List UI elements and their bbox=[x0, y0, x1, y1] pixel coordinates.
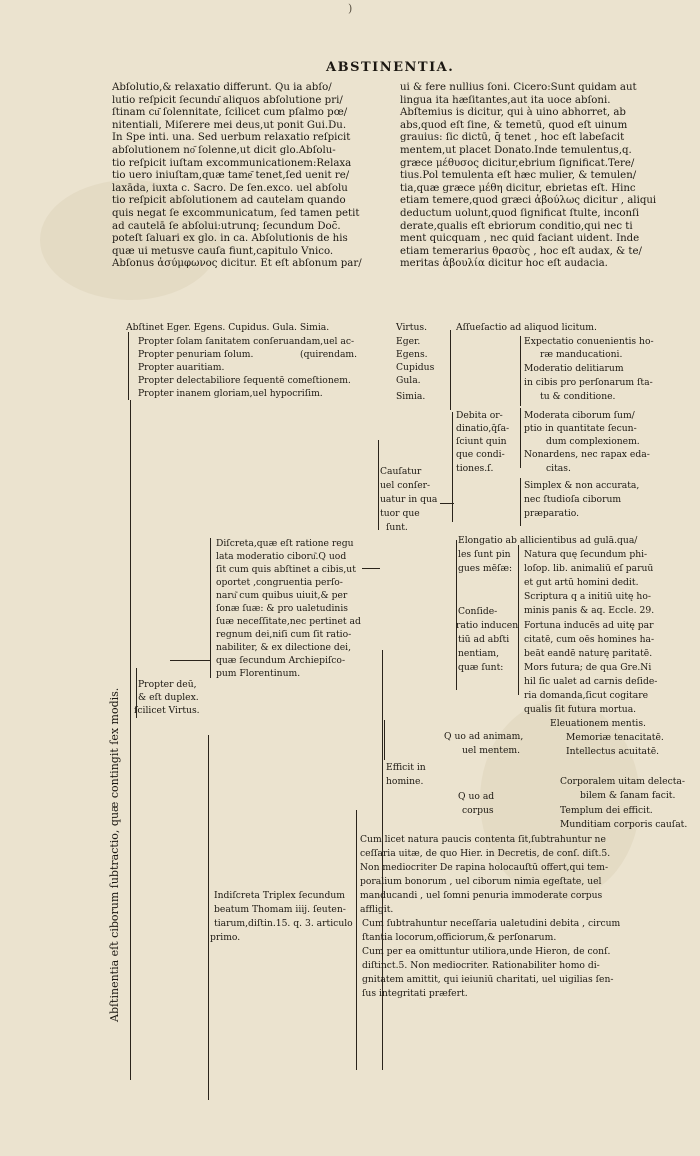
diagram-text: uel mentem. bbox=[462, 745, 521, 756]
text-line: etiam temerarius θρασὺς , hoc eſt audax, & te/ bbox=[400, 245, 642, 257]
diagram-text: Abſtinet Eger. Egens. Cupidus. Gula. Simia. bbox=[126, 322, 330, 333]
diagram-text: tiū ad abſti bbox=[458, 634, 510, 645]
diagram-text: tuor que bbox=[380, 508, 420, 519]
diagram-text: diſtinct.5. Non mediocriter. Rationabiliter homo di- bbox=[362, 960, 600, 971]
diagram-text: Elongatio ab allicientibus ad gulā.qua/ bbox=[458, 535, 638, 546]
diagram-text: minis panis & aq. Eccle. 29. bbox=[524, 605, 655, 616]
diagram-text: nabiliter, & ex dilectione dei, bbox=[216, 642, 352, 653]
diagram-text: et gut artū homini dedit. bbox=[524, 577, 639, 588]
brace-line bbox=[210, 538, 211, 678]
brace-line bbox=[384, 720, 385, 760]
text-line: tio reſpicit abſolutionem ad cautelam quando bbox=[112, 195, 346, 207]
brace-line bbox=[208, 735, 209, 1100]
diagram-text: citas. bbox=[546, 463, 571, 474]
diagram-text: Cum per ea omittuntur utiliora,unde Hieron, de conſ. bbox=[362, 946, 611, 957]
diagram-text: Corporalem uitam delecta- bbox=[560, 776, 686, 787]
text-line: meritas ἀβουλία dicitur hoc eſt audacia. bbox=[400, 258, 608, 270]
brace-line bbox=[128, 332, 129, 400]
text-line: tio uero iniuſtam,quæ tame͂ tenet,ſed uenit re/ bbox=[112, 170, 350, 182]
diagram-text: Propter ſolam ſanitatem conſeruandam,uel ac- bbox=[138, 336, 355, 347]
brace-line bbox=[520, 336, 521, 406]
diagram-text: ſciunt quin bbox=[456, 436, 507, 447]
brace-line bbox=[520, 478, 521, 526]
diagram-text: Cum ſubtrahuntur neceſſaria ualetudini debita , circum bbox=[362, 918, 621, 929]
text-line: ad cautelā ſe abſolui:utrunq; ſecundum Doc̄. bbox=[112, 220, 341, 232]
vertical-tree-title: Abſtinentia eſt ciborum ſubtractio, quæ contingit ſex modis. bbox=[108, 687, 121, 1022]
diagram-text: primo. bbox=[210, 932, 241, 943]
text-line: grauius: ſic dictū, q̄ tenet , hoc eſt labeſacit bbox=[400, 132, 625, 144]
diagram-text: gnitatem amittit, qui ieiuniū charitati, uel uigilias ſen- bbox=[362, 974, 614, 985]
right-column bbox=[400, 82, 656, 271]
text-line: nitentiali, Miſerere mei deus,ut ponit Gui.Du. bbox=[112, 119, 347, 131]
diagram-text: Virtus. bbox=[396, 322, 428, 333]
text-line: mentem,ut placet Donato.Inde temulentus,q. bbox=[400, 144, 632, 156]
diagram-text: ceſſaria uitæ, de quo Hier. in Decretis, de conſ. diſt.5. bbox=[360, 848, 611, 859]
diagram-text: Propter auaritiam. bbox=[138, 362, 225, 373]
running-head: ABSTINENTIA. bbox=[326, 60, 455, 75]
diagram-text: & eſt duplex. bbox=[138, 692, 199, 703]
diagram-text: loſop. lib. animaliū eſ paruū bbox=[524, 563, 654, 574]
diagram-text: ſus integritati præfert. bbox=[362, 988, 468, 999]
diagram-text: uatur in qua bbox=[380, 494, 438, 505]
text-line: abſolutionem no͂ ſolenne,ut dicit glo.Abſolu- bbox=[112, 144, 336, 156]
diagram-text: Q uo ad animam, bbox=[444, 731, 524, 742]
text-line: ſtinam cu͂ ſolennitate, ſcilicet cum pſalmo pœ/ bbox=[112, 107, 348, 119]
text-line: tio reſpicit iuſtam excommunicationem:Relaxa bbox=[112, 157, 352, 169]
text-line: abs,quod eſt ſine, & temetū, quod eſt uinum bbox=[400, 119, 628, 131]
text-line: lutio reſpicit ſecundu͂ aliquos abſolutione pri/ bbox=[112, 94, 343, 106]
diagram-text: ratio inducen bbox=[456, 620, 519, 631]
diagram-text: Indiſcreta Triplex ſecundum bbox=[214, 890, 345, 901]
diagram-text: manducandi , uel ſomni penuria immoderate corpus bbox=[360, 890, 603, 901]
diagram-text: Propter penuriam ſolum. bbox=[138, 349, 254, 360]
diagram-text: ſit cum quis abſtinet a cibis,ut bbox=[216, 564, 356, 575]
page-number: ) bbox=[348, 2, 353, 15]
diagram-text: que condi- bbox=[456, 449, 505, 460]
diagram-text: Eger. bbox=[396, 336, 421, 347]
text-line: Abſolutio,& relaxatio differunt. Qu ia abſo/ bbox=[112, 82, 332, 93]
diagram-text: Propter delectabiliore ſequentē comeſtionem. bbox=[138, 375, 351, 386]
diagram-text: hil ſic ualet ad carnis deſide- bbox=[524, 676, 658, 687]
diagram-text: ſunt. bbox=[386, 522, 408, 533]
diagram-text: in cibis pro perſonarum ſta- bbox=[524, 377, 653, 388]
text-line: ui & fere nullius ſoni. Cicero:Sunt quidam aut bbox=[400, 82, 637, 93]
text-line: lingua ita hæſitantes,aut ita uoce abſoni. bbox=[400, 94, 611, 106]
diagram-text: beāt eandē naturę paritatē. bbox=[524, 648, 653, 659]
diagram-text: tiarum,diſtin.15. q. 3. articulo bbox=[214, 918, 353, 929]
left-column bbox=[112, 82, 362, 271]
brace-line bbox=[518, 545, 519, 695]
diagram-text: beatum Thomam iiij. ſeuten- bbox=[214, 904, 346, 915]
diagram-text: præparatio. bbox=[524, 508, 580, 519]
diagram-text: dum complexionem. bbox=[546, 436, 640, 447]
diagram-text: Memoriæ tenacitatē. bbox=[566, 732, 664, 743]
diagram-text: ſcilicet Virtus. bbox=[134, 705, 200, 716]
text-line: ment quicquam , nec quid faciant uident. Inde bbox=[400, 233, 640, 245]
brace-line bbox=[456, 540, 457, 690]
diagram-text: Eleuationem mentis. bbox=[550, 718, 646, 729]
diagram-text: Debita or- bbox=[456, 410, 503, 421]
diagram-text: nentiam, bbox=[458, 648, 500, 659]
diagram-text: Cauſatur bbox=[380, 466, 422, 477]
brace-line bbox=[378, 440, 379, 530]
diagram-text: Diſcreta,quæ eſt ratione regu bbox=[216, 538, 354, 549]
diagram-text: (quirendam. bbox=[300, 349, 358, 360]
diagram-text: citatē, cum oēs homines ha- bbox=[524, 634, 655, 645]
diagram-text: uel conſer- bbox=[380, 480, 431, 491]
text-line: In Spe inti. una. Sed uerbum relaxatio reſpicit bbox=[112, 132, 351, 144]
diagram-text: Simia. bbox=[396, 391, 426, 402]
diagram-text: ſuæ neceſſitate,nec pertinet ad bbox=[216, 616, 361, 627]
diagram-text: Fortuna inducēs ad uitę par bbox=[524, 620, 654, 631]
diagram-text: pum Florentinum. bbox=[216, 668, 301, 679]
connector-dash bbox=[440, 503, 454, 504]
diagram-text: nec ſtudioſa ciborum bbox=[524, 494, 622, 505]
text-line: tius.Pol temulenta eſt hæc mulier, & temulen/ bbox=[400, 170, 637, 182]
diagram-text: ſonæ ſuæ: & pro ualetudinis bbox=[216, 603, 348, 614]
diagram-text: Cupidus bbox=[396, 362, 435, 373]
diagram-text: corpus bbox=[462, 805, 494, 816]
diagram-text: Non mediocriter De rapina holocauſtū offert,qui tem- bbox=[360, 862, 609, 873]
diagram-text: Mors futura; de qua Gre.Ni bbox=[524, 662, 652, 673]
brace-line bbox=[130, 400, 131, 1080]
text-line: quis negat ſe excommunicatum, ſed tamen petit bbox=[112, 207, 360, 219]
diagram-text: Aſſueſactio ad aliquod licitum. bbox=[456, 322, 597, 333]
text-line: græce μέθυσος dicitur,ebrium ſignificat.Tere/ bbox=[400, 157, 635, 169]
diagram-text: Egens. bbox=[396, 349, 428, 360]
diagram-text: affligit. bbox=[360, 904, 394, 915]
diagram-text: regnum dei,niſi cum ſit ratio- bbox=[216, 629, 352, 640]
diagram-text: Moderatio delitiarum bbox=[524, 363, 624, 374]
diagram-text: Simplex & non accurata, bbox=[524, 480, 640, 491]
diagram-text: dinatio,q̄ſa- bbox=[456, 423, 510, 434]
diagram-text: Natura quę ſecundum phi- bbox=[524, 549, 648, 560]
diagram-text: poralium bonorum , uel ciborum nimia egeſtate, uel bbox=[360, 876, 602, 887]
diagram-text: tu & conditione. bbox=[540, 391, 616, 402]
connector-dash bbox=[170, 660, 210, 661]
brace-line bbox=[520, 408, 521, 468]
diagram-text: ria domanda,ſicut cogitare bbox=[524, 690, 649, 701]
diagram-text: Templum dei efficit. bbox=[560, 805, 653, 816]
diagram-text: lata moderatio ciboru͂.Q uod bbox=[216, 551, 347, 562]
diagram-text: Intellectus acuitatē. bbox=[566, 746, 660, 757]
diagram-text: Gula. bbox=[396, 375, 421, 386]
text-line: derate,qualis eſt ebriorum conditio,qui nec ti bbox=[400, 220, 633, 232]
diagram-text: Propter deū, bbox=[138, 679, 197, 690]
text-line: quæ ui metusve cauſa fiunt,capitulo Vnico. bbox=[112, 245, 334, 257]
diagram-text: Nonardens, nec rapax eda- bbox=[524, 449, 650, 460]
diagram-text: quæ ſecundum Archiepiſco- bbox=[216, 655, 346, 666]
diagram-text: Expectatio conuenientis ho- bbox=[524, 336, 654, 347]
text-line: laxāda, iuxta c. Sacro. De ſen.exco. uel abſolu bbox=[112, 182, 348, 194]
text-line: tia,quæ græce μέθη dicitur, ebrietas eſt. Hinc bbox=[400, 182, 636, 194]
diagram-text: Conſide- bbox=[458, 606, 498, 617]
diagram-text: les ſunt pin bbox=[458, 549, 511, 560]
diagram-text: homine. bbox=[386, 776, 424, 787]
text-line: deductum uolunt,quod ſignificat ſtulte, inconſi bbox=[400, 207, 640, 219]
text-line: poteſt ſaluari ex glo. in ca. Abſolutionis de his bbox=[112, 233, 348, 245]
diagram-text: Efficit in bbox=[386, 762, 426, 773]
diagram-text: Scriptura q a initiū uitę ho- bbox=[524, 591, 651, 602]
diagram-text: naru͂ cum quibus uiuit,& per bbox=[216, 590, 348, 601]
diagram-text: Propter inanem gloriam,uel hypocriſim. bbox=[138, 388, 323, 399]
diagram-text: ptio in quantitate ſecun- bbox=[524, 423, 637, 434]
brace-line bbox=[356, 810, 357, 1070]
text-line: etiam temere,quod græci ἀβούλως dicitur , aliqui bbox=[400, 195, 657, 207]
brace-line bbox=[450, 330, 451, 410]
diagram-text: qualis ſit futura mortua. bbox=[524, 704, 637, 715]
diagram-text: Cum licet natura paucis contenta ſit,ſubtrahuntur ne bbox=[360, 834, 606, 845]
brace-line bbox=[452, 412, 453, 522]
diagram-text: oportet ,congruentia perſo- bbox=[216, 577, 343, 588]
diagram-text: ræ manducationi. bbox=[540, 349, 623, 360]
diagram-text: Munditiam corporis cauſat. bbox=[560, 819, 688, 830]
diagram-text: tiones.ſ. bbox=[456, 463, 494, 474]
connector-dash bbox=[362, 568, 380, 569]
text-line: Abſtemius is dicitur, qui à uino abhorret, ab bbox=[400, 107, 626, 119]
text-line: Abſonus ἀσύμφωνος dicitur. Et eſt abſonum par/ bbox=[112, 258, 362, 270]
diagram-text: gues mēſæ: bbox=[458, 563, 513, 574]
diagram-text: Q uo ad bbox=[458, 791, 495, 802]
diagram-text: quæ ſunt: bbox=[458, 662, 504, 673]
diagram-text: Moderata ciborum ſum/ bbox=[524, 410, 635, 421]
diagram-text: bilem & ſanam facit. bbox=[580, 790, 676, 801]
diagram-text: ſtantia locorum,officiorum,& perſonarum. bbox=[362, 932, 557, 943]
